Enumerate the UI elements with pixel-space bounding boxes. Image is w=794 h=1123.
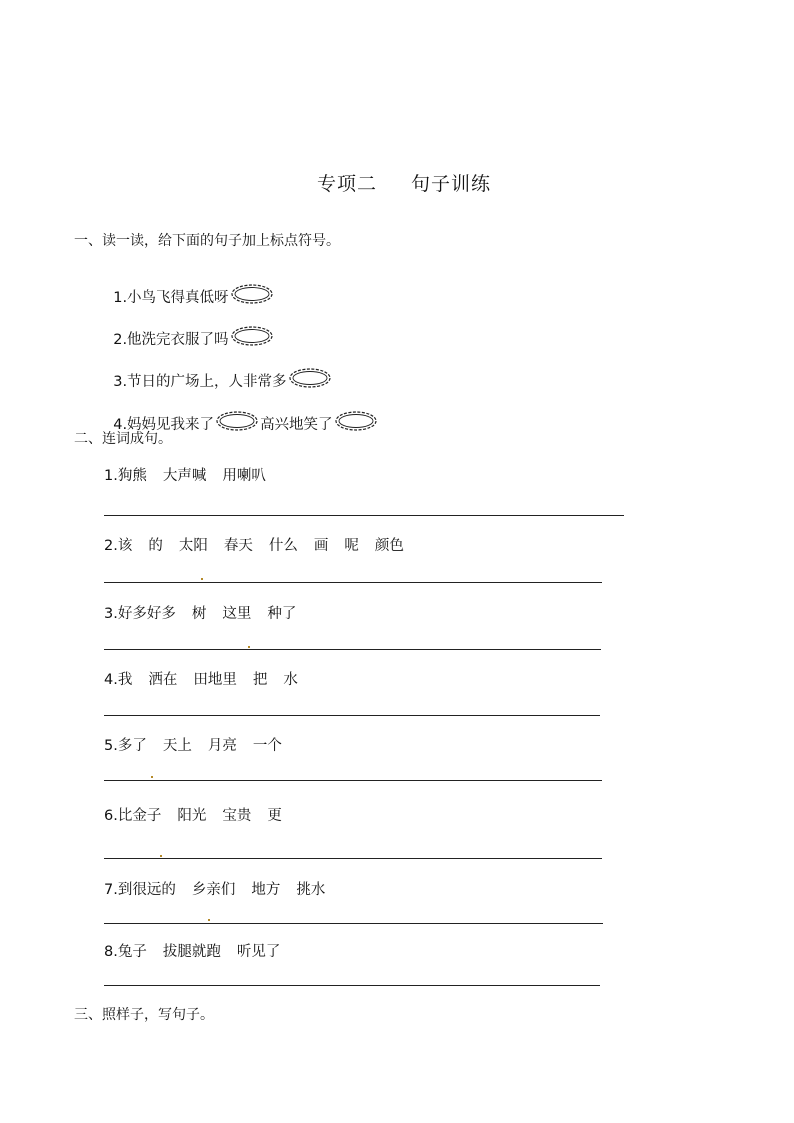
title-part1: 专项二 — [317, 173, 378, 195]
word-order-item-7: 7.到很远的 乡亲们 地方 挑水 — [104, 882, 326, 898]
answer-line-3[interactable] — [104, 649, 601, 650]
word-order-item-3: 3.好多好多 树 这里 种了 — [104, 606, 297, 622]
answer-line-1[interactable] — [104, 515, 624, 516]
word-order-item-1: 1.狗熊 大声喊 用喇叭 — [104, 468, 266, 484]
punctuation-item-3: 3.节日的广场上，人非常多 — [104, 354, 333, 391]
punctuation-blank-oval[interactable] — [287, 365, 333, 391]
answer-line-4[interactable] — [104, 715, 600, 716]
word-order-item-6: 6.比金子 阳光 宝贵 更 — [104, 808, 282, 824]
answer-line-7[interactable] — [104, 923, 603, 924]
mark-dot — [208, 919, 210, 921]
title-part2: 句子训练 — [411, 173, 492, 195]
section3-heading: 三、照样子，写句子。 — [74, 1007, 214, 1023]
word-order-item-5: 5.多了 天上 月亮 一个 — [104, 738, 282, 754]
word-order-item-4: 4.我 洒在 田地里 把 水 — [104, 672, 298, 688]
answer-line-6[interactable] — [104, 858, 602, 859]
mark-dot — [160, 855, 162, 857]
mark-dot — [201, 578, 203, 580]
punctuation-item-4: 4.妈妈见我来了 高兴地笑了 — [104, 397, 379, 434]
punctuation-blank-oval[interactable] — [214, 408, 260, 434]
section1-heading: 一、读一读，给下面的句子加上标点符号。 — [74, 233, 340, 249]
answer-line-8[interactable] — [104, 985, 600, 986]
punctuation-blank-oval[interactable] — [333, 408, 379, 434]
punctuation-item-1: 1.小鸟飞得真低呀 — [104, 270, 275, 307]
punctuation-blank-oval[interactable] — [229, 323, 275, 349]
section2-heading: 二、连词成句。 — [74, 431, 172, 447]
word-order-item-2: 2.该 的 太阳 春天 什么 画 呢 颜色 — [104, 538, 404, 554]
punctuation-blank-oval[interactable] — [229, 281, 275, 307]
answer-line-2[interactable] — [104, 582, 602, 583]
punctuation-item-2: 2.他洗完衣服了吗 — [104, 312, 275, 349]
page-title — [0, 147, 794, 196]
word-order-item-8: 8.兔子 拔腿就跑 听见了 — [104, 944, 281, 960]
mark-dot — [248, 646, 250, 648]
mark-dot — [151, 776, 153, 778]
answer-line-5[interactable] — [104, 780, 602, 781]
